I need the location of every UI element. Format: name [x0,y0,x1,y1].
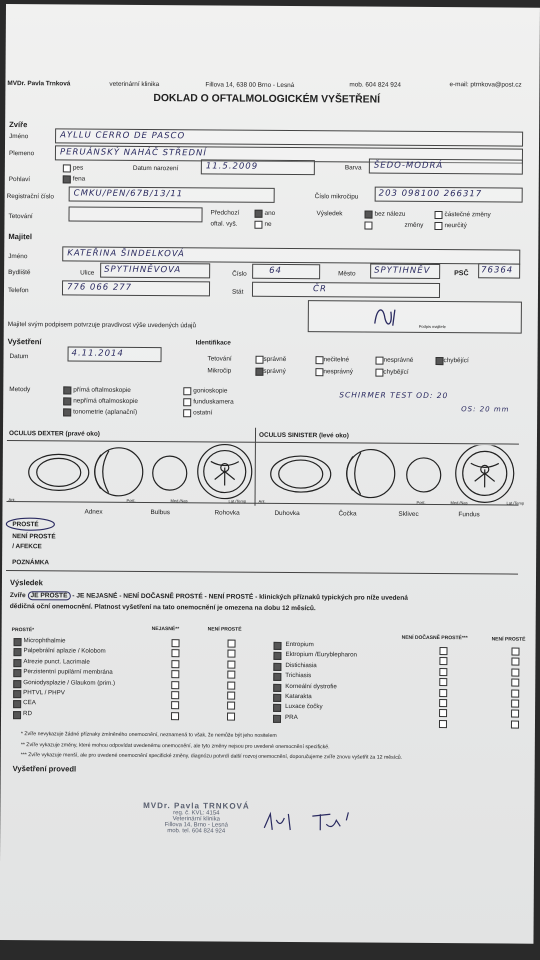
os-mednas-label: Med./Nas [450,500,468,506]
sex-pes-checkbox[interactable] [63,164,71,172]
right-disease-1-neni-checkbox[interactable] [511,658,519,666]
col-neni-left: NENÍ PROSTÉ [207,626,242,633]
tattoo-necitelne-label: nečitelné [323,356,350,364]
reg-field[interactable] [69,186,275,202]
right-disease-2-docasne-checkbox[interactable] [439,668,447,676]
dob-value: 11.5.2009 [205,161,259,172]
animal-name-value: AYLLU CERRO DE PASCO [60,130,186,142]
method-5-label: funduskamera [193,398,234,406]
schirmer-note: SCHIRMER TEST OD: 20 [339,390,449,401]
method-1-checkbox[interactable] [63,386,71,394]
left-disease-3-label: Perzistentní pupilární membrána [23,668,113,676]
owner-zip-label: PSČ [454,270,469,278]
method-1-label: přímá oftalmoskopie [73,386,131,394]
footnote-3: *** Zvíře vykazuje menší, ale pro uvedené onemocnění specifické změny, diagnózu potvrdí další rozvoj onemocnění, doporučujeme zvíře znovu vyšetřit za 12 měsíců. [20,752,403,761]
sex-fena-label: fena [72,175,86,183]
proste-label: PROSTÉ [12,521,39,529]
header-vet: MVDr. Pavla Trnková [7,80,71,88]
result-zmeny-checkbox[interactable] [364,222,372,230]
chip-spravny-checkbox[interactable] [255,368,263,376]
left-disease-0-proste-checkbox[interactable] [14,638,22,646]
os-post-label: Post. [416,499,426,505]
header-email: e-mail: ptrnkova@post.cz [449,81,522,89]
result-section-title: Výsledek [9,578,43,588]
ident-chip-label: Mikročip [207,367,232,375]
color-label: Barva [344,164,362,172]
left-disease-0-label: Microphthalmie [23,637,66,645]
chip-label: Číslo mikročipu [314,193,359,201]
exam-section-title: Vyšetření [7,337,42,347]
col-docasne-right: NENÍ DOČASNĚ PROSTÉ*** [401,634,468,642]
right-disease-7-neni-checkbox[interactable] [511,720,519,728]
left-disease-7-neni-checkbox[interactable] [227,712,235,720]
method-5-checkbox[interactable] [183,398,191,406]
result-label: Výsledek [316,210,343,218]
owner-no-value: 64 [269,265,283,276]
header-phone: mob. 604 824 924 [349,81,401,89]
exam-date-value: 4.11.2014 [71,348,124,359]
tattoo-chybejici-label: chybějící [443,357,469,365]
right-disease-2-proste-checkbox[interactable] [273,663,281,671]
left-disease-2-nejasne-checkbox[interactable] [171,660,179,668]
left-disease-7-label: RD [23,709,33,717]
owner-phone-value: 776 066 277 [66,282,133,293]
right-disease-4-neni-checkbox[interactable] [511,689,519,697]
result-zmeny-label: změny [404,221,424,229]
owner-town-field[interactable] [370,264,440,279]
right-disease-6-label: Luxace čočky [285,703,323,711]
owner-signature-field[interactable] [308,300,522,333]
owner-no-field[interactable] [252,264,320,279]
owner-phone-label: Telefon [7,287,29,295]
od-ant-label: Ant. [8,497,16,503]
owner-section-title: Majitel [8,232,33,242]
chip-field[interactable] [375,187,523,203]
methods-label: Metody [9,386,31,394]
exam-date-field[interactable] [68,346,162,362]
left-disease-6-label: CEA [23,699,36,707]
label-bulbus: Bulbus [150,509,171,517]
header-clinic: veterinární klinika [109,80,160,89]
os-ant-label: Ant. [258,498,266,504]
notes-divider [6,570,518,575]
right-disease-2-label: Distichiasia [285,661,317,669]
poznamka-label: POZNÁMKA [12,559,50,567]
sex-label: Pohlaví [8,176,31,184]
result-line-1a: Zvíře [9,592,28,600]
left-disease-3-proste-checkbox[interactable] [13,669,21,677]
owner-name-label: Jméno [8,253,28,261]
col-nejasne-left: NEJASNÉ** [151,626,180,633]
od-latemp-label: Lat./Temp [228,498,247,504]
dob-field[interactable] [201,159,315,175]
label-cocka: Čočka [338,510,357,518]
vet-stamp [126,801,266,835]
schirmer-note-os: OS: 20 mm [461,405,510,414]
os-latemp-label: Lat./Temp [506,500,525,506]
right-disease-3-proste-checkbox[interactable] [273,673,281,681]
right-disease-3-label: Trichiasis [285,672,312,680]
tattoo-nespravne-checkbox[interactable] [375,357,383,365]
od-title: OCULUS DEXTER (pravé oko) [8,430,100,438]
owner-statement: Majitel svým podpisem potvrzuje pravdivost výše uvedených údajů [7,321,197,330]
color-field[interactable] [369,159,523,175]
owner-phone-field[interactable] [62,280,210,296]
ident-label: Identifikace [195,339,231,347]
left-disease-6-proste-checkbox[interactable] [13,700,21,708]
owner-street-field[interactable] [100,263,210,279]
result-castecne-label: částečné změny [444,211,491,219]
left-disease-3-nejasne-checkbox[interactable] [171,670,179,678]
neni-proste-label: NENÍ PROSTÉ [12,533,56,541]
right-disease-4-proste-checkbox[interactable] [273,683,281,691]
animal-breed-value: PERUÁNSKÝ NAHÁČ STŘEDNÍ [59,147,207,159]
animal-section-title: Zvíře [9,120,28,130]
vet-signature [260,806,360,837]
method-4-label: gonioskopie [193,387,228,395]
afekce-label: / AFEKCE [12,543,42,551]
left-disease-2-neni-checkbox[interactable] [227,660,235,668]
color-value: ŠEDO-MODRÁ [373,160,444,172]
method-6-checkbox[interactable] [183,409,191,417]
right-disease-6-neni-checkbox[interactable] [511,710,519,718]
left-disease-1-proste-checkbox[interactable] [13,648,21,656]
left-disease-2-label: Atrezie punct. Lacrimale [23,657,90,666]
owner-no-label: Číslo [232,270,247,278]
method-3-label: tonometrie (aplanační) [73,408,138,416]
right-disease-0-neni-checkbox[interactable] [511,648,519,656]
tattoo-spravne-label: správně [263,355,287,363]
tattoo-spravne-checkbox[interactable] [255,356,263,364]
prior-ne-checkbox[interactable] [254,221,262,229]
left-disease-0-nejasne-checkbox[interactable] [172,639,180,647]
result-line-2: dědičná oční onemocnění. Platnost vyšetření na tato onemocnění je omezena na dobu 12 měsíců. [9,603,316,613]
left-disease-5-proste-checkbox[interactable] [13,690,21,698]
tattoo-field[interactable] [68,206,202,222]
sex-fena-checkbox[interactable] [63,175,71,183]
stamp-line-3: Veterinární klinika [172,816,221,823]
left-disease-5-nejasne-checkbox[interactable] [171,691,179,699]
owner-city-label: Bydliště [8,269,31,277]
chip-nespravny-checkbox[interactable] [315,368,323,376]
result-castecne-checkbox[interactable] [435,211,443,219]
right-disease-1-proste-checkbox[interactable] [273,652,281,660]
stamp-line-4: Fillova 14, Brno - Lesná [164,822,228,829]
disease-table [6,4,540,8]
chip-chybejici-label: chybějící [383,368,409,376]
method-6-label: ostatní [193,409,213,417]
left-disease-2-proste-checkbox[interactable] [13,659,21,667]
od-mednas-label: Med./Nas [170,498,188,504]
method-2-label: nepřímá oftalmoskopie [73,397,138,405]
examined-by-label: Vyšetření provedl [12,764,77,774]
prior-label: Předchozí [210,209,240,217]
left-disease-4-neni-checkbox[interactable] [227,681,235,689]
left-disease-5-neni-checkbox[interactable] [227,692,235,700]
proste-circle-mark [4,516,60,532]
left-disease-6-nejasne-checkbox[interactable] [171,702,179,710]
owner-town-label: Město [338,270,356,278]
footnote-1: * Zvíře nevykazuje žádné příznaky zmíněného onemocnění, neznamená to však, že nemůže být jeho nositelem [20,731,277,739]
owner-zip-value: 76364 [481,265,514,276]
right-disease-0-proste-checkbox[interactable] [273,642,281,650]
result-line-1c: - JE NEJASNÉ - NENÍ DOČASNĚ PROSTÉ - NENÍ PROSTÉ - klinických příznaků typických pro níže uvedená [70,592,408,602]
owner-street-value: SPYTIHNĚVOVA [104,264,182,276]
stamp-line-1: MVDr. Pavla TRNKOVÁ [143,800,250,811]
owner-street-label: Ulice [80,269,95,277]
left-disease-6-neni-checkbox[interactable] [227,702,235,710]
col-neni-right: NENÍ PROSTÉ [491,636,526,643]
right-disease-6-docasne-checkbox[interactable] [439,709,447,717]
prior-ano-label: ano [264,209,276,217]
owner-zip-field[interactable] [478,263,520,278]
animal-name-label: Jméno [9,133,29,141]
stamp-line-2: reg. č. KVL: 4154 [173,810,220,817]
right-disease-4-label: Korneální dystrofie [285,682,337,690]
owner-sig-label: Podpis majitele [418,323,446,330]
exam-date-label: Datum [9,353,29,361]
chip-spravny-label: správný [263,367,286,375]
result-neurcity-label: neurčitý [444,222,467,230]
right-disease-1-docasne-checkbox[interactable] [439,657,447,665]
tattoo-necitelne-checkbox[interactable] [315,356,323,364]
sex-pes-label: pes [72,164,84,172]
tattoo-chybejici-checkbox[interactable] [435,357,443,365]
label-rohovka: Rohovka [214,509,240,517]
label-sklivec: Sklivec [398,510,419,518]
right-disease-3-neni-checkbox[interactable] [511,679,519,687]
od-post-label: Post. [126,497,136,503]
prior-sub-label: oftal. vyš. [210,220,238,228]
left-disease-7-nejasne-checkbox[interactable] [171,712,179,720]
right-disease-3-docasne-checkbox[interactable] [439,678,447,686]
result-bez-label: bez nálezu [374,210,406,218]
left-disease-1-neni-checkbox[interactable] [227,650,235,658]
result-je-proste: JE PROSTÉ [27,591,70,600]
right-disease-0-label: Entropium [285,640,314,649]
right-disease-7-proste-checkbox[interactable] [273,715,281,723]
left-disease-4-proste-checkbox[interactable] [13,680,21,688]
right-disease-2-neni-checkbox[interactable] [511,668,519,676]
prior-ano-checkbox[interactable] [255,210,263,218]
right-disease-7-label: PRA [285,713,298,721]
method-4-checkbox[interactable] [183,387,191,395]
chip-nespravny-label: nesprávný [323,368,353,376]
left-disease-1-nejasne-checkbox[interactable] [171,650,179,658]
label-adnex: Adnex [84,508,103,516]
animal-breed-label: Plemeno [8,150,35,158]
right-disease-0-docasne-checkbox[interactable] [439,647,447,655]
left-disease-1-label: Palpebrální aplazie / Kolobom [23,647,106,656]
label-duhovka: Duhovka [274,509,300,518]
os-title: OCULUS SINISTER (levé oko) [258,431,349,440]
method-2-checkbox[interactable] [63,397,71,405]
col-proste-left: PROSTÉ* [11,627,35,634]
animal-name-field[interactable] [55,128,523,146]
label-fundus: Fundus [458,511,480,519]
chip-value: 203 098100 266317 [378,188,483,200]
os-eye-diagrams [265,444,519,504]
owner-town-value: SPYTIHNĚV [374,265,431,276]
right-disease-7-docasne-checkbox[interactable] [439,720,447,728]
right-disease-5-label: Katarakta [285,692,312,701]
left-disease-3-neni-checkbox[interactable] [227,671,235,679]
right-disease-1-label: Ektropium /Eurybleph​aron [285,651,358,659]
reg-label: Registrační číslo [6,193,54,201]
footnote-2: ** Zvíře vykazuje změny, které mohou odpovídat uvedenému onemocnění, ale tyto změny nejsou pro uvedené onemocnění specifické. [20,742,330,751]
chip-chybejici-checkbox[interactable] [375,369,383,377]
owner-state-value: ČR [312,284,327,295]
left-disease-4-label: Goniodysplazie / Glaukom (prim.) [23,678,116,687]
owner-name-field[interactable] [62,246,520,264]
od-eye-diagrams [23,442,255,502]
reg-value: CMKU/PEN/67B/13/11 [73,188,184,200]
right-disease-6-proste-checkbox[interactable] [273,704,281,712]
left-disease-4-nejasne-checkbox[interactable] [171,681,179,689]
stamp-line-5: mob. tel. 604 824 924 [167,828,226,835]
tattoo-label: Tetování [8,213,33,221]
left-disease-7-proste-checkbox[interactable] [13,711,21,719]
right-disease-4-docasne-checkbox[interactable] [439,689,447,697]
right-disease-5-docasne-checkbox[interactable] [439,699,447,707]
tattoo-nespravne-label: nesprávné [383,356,414,364]
result-line-1 [10,592,408,602]
owner-name-value: KATEŘINA ŠINDELKOVÁ [67,248,185,260]
owner-state-field[interactable] [252,282,440,298]
result-neurcity-checkbox[interactable] [434,222,442,230]
left-disease-0-neni-checkbox[interactable] [228,640,236,648]
prior-ne-label: ne [264,220,272,228]
owner-signature-scribble [369,304,409,330]
left-disease-5-label: PHTVL / PHPV [23,689,65,697]
result-bez-checkbox[interactable] [365,211,373,219]
right-disease-5-neni-checkbox[interactable] [511,700,519,708]
method-3-checkbox[interactable] [63,408,71,416]
dob-label: Datum narození [132,164,179,173]
right-disease-5-proste-checkbox[interactable] [273,694,281,702]
header-address: Fillova 14, 638 00 Brno - Lesná [205,81,295,90]
owner-state-label: Stát [231,288,244,296]
exam-form-paper [0,4,540,944]
ident-tattoo-label: Tetování [207,355,232,363]
page-title: DOKLAD O OFTALMOLOGICKÉM VYŠETŘENÍ [153,93,381,106]
